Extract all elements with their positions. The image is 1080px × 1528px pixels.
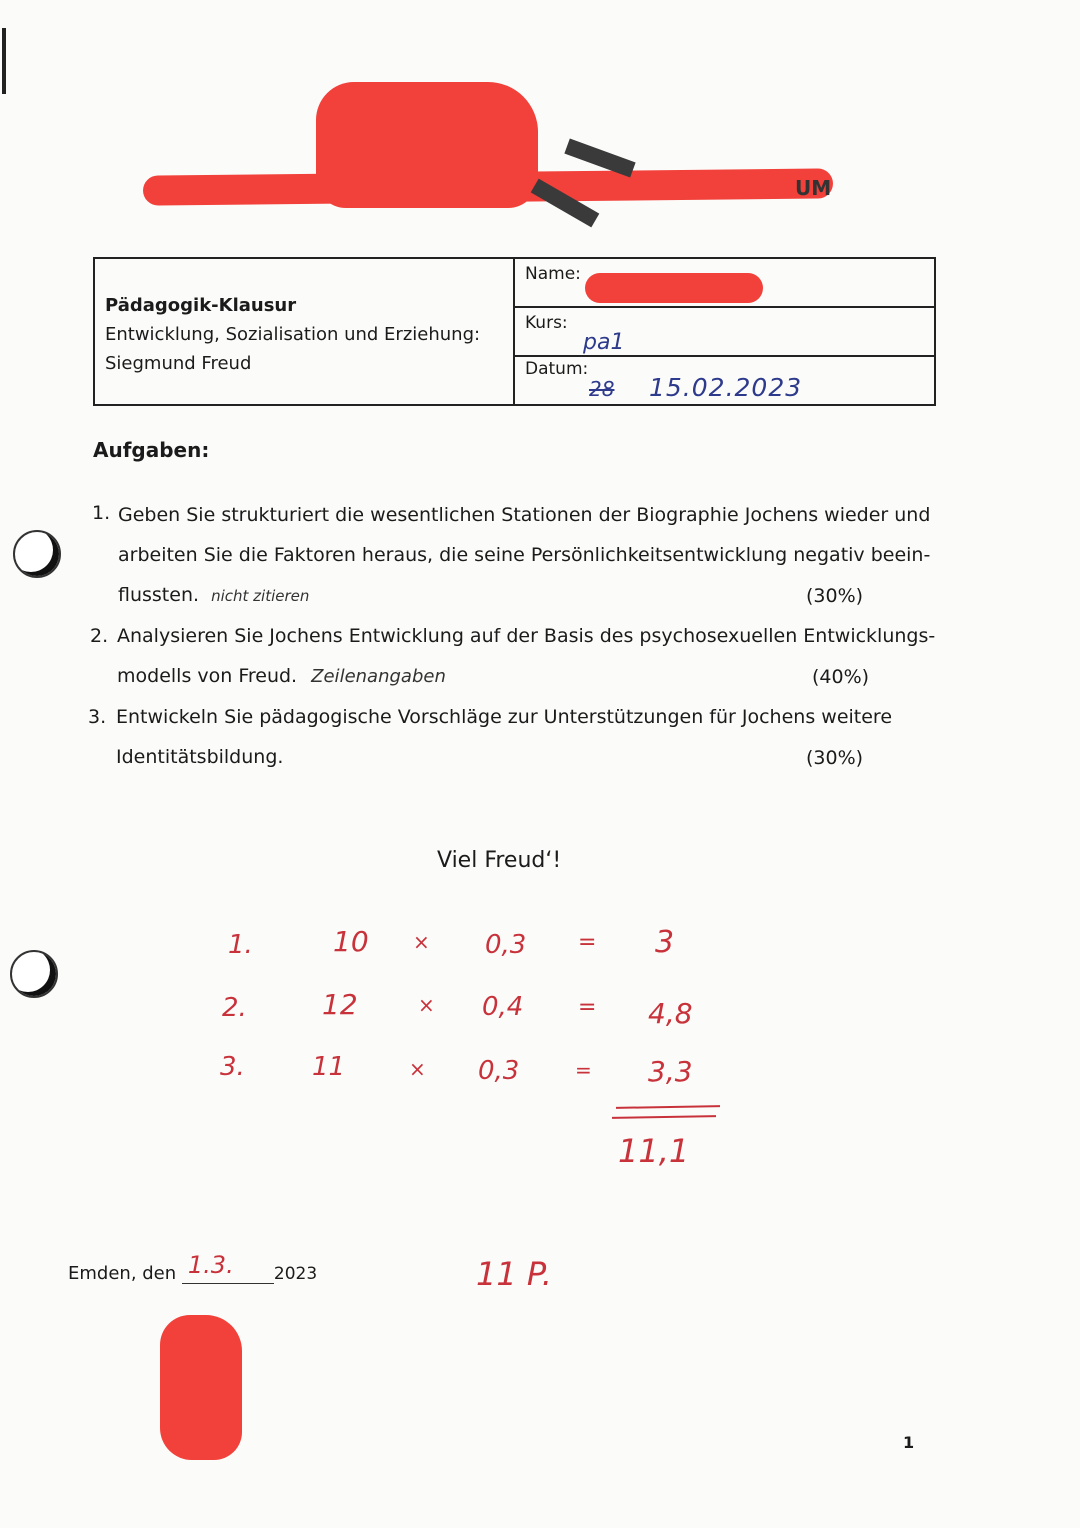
grade-row-1-factor: 0,3 (485, 930, 527, 960)
exam-title-cell (95, 259, 515, 404)
exam-info-table (93, 257, 936, 406)
signature-line (68, 1251, 318, 1284)
date-label: Datum: (525, 359, 589, 379)
final-grade: 11 P. (476, 1255, 552, 1293)
task-3-text (116, 697, 892, 777)
grade-row-1-op: × (413, 930, 430, 954)
task-2-number: 2. (90, 625, 109, 647)
redaction-name (585, 273, 763, 303)
task-1-note: nicht zitieren (211, 587, 310, 605)
grade-total: 11,1 (618, 1132, 690, 1170)
grade-row-2-points: 12 (322, 988, 358, 1021)
task-1-weight: (30%) (806, 585, 864, 607)
redaction-school-name (143, 168, 833, 205)
exam-topic-line1: Entwicklung, Sozialisation und Erziehung: (105, 324, 481, 345)
page-number: 1 (903, 1433, 915, 1452)
grade-row-1-task: 1. (228, 930, 253, 960)
course-label: Kurs: (525, 313, 568, 333)
task-3-line2: Identitätsbildung. (116, 746, 284, 768)
grade-row-3-result: 3,3 (648, 1055, 693, 1088)
course-value: pa1 (583, 330, 625, 355)
grade-row-3-task: 3. (220, 1052, 245, 1082)
task-1-number: 1. (92, 502, 111, 524)
task-2-line2: modells von Freud. (117, 665, 298, 687)
sum-underline (616, 1105, 720, 1109)
date-crossed: 28 (589, 377, 615, 401)
grade-row-3-points: 11 (312, 1052, 346, 1082)
binder-hole (13, 530, 61, 578)
task-2-line1: Analysieren Sie Jochens Entwicklung auf der Basis des psychosexuellen Entwicklungs- (117, 625, 936, 647)
task-1-line1: Geben Sie strukturiert die wesentlichen Stationen der Biographie Jochens wieder und (118, 504, 931, 526)
grade-row-2-op: × (418, 993, 435, 1017)
task-1-line2: arbeiten Sie die Faktoren heraus, die seine Persönlichkeitsentwicklung negativ beein- (118, 544, 931, 566)
binder-hole (10, 950, 58, 998)
grade-row-1-points: 10 (333, 925, 369, 958)
task-3-weight: (30%) (806, 747, 864, 769)
school-text-fragment: UM (795, 176, 832, 200)
grade-row-1-result: 3 (655, 925, 675, 960)
grade-row-3-op: × (409, 1057, 426, 1081)
date-blank (182, 1251, 274, 1284)
task-1-line3: flussten. (118, 584, 200, 606)
closing-text: Viel Freud‘! (437, 848, 562, 873)
footer-date-handwritten: 1.3. (187, 1251, 234, 1279)
exam-subject: Pädagogik-Klausur (105, 295, 297, 316)
name-row (515, 259, 934, 308)
place-prefix: Emden, den (68, 1263, 177, 1284)
redaction-signature (160, 1315, 242, 1460)
task-2-weight: (40%) (812, 666, 870, 688)
name-label: Name: (525, 264, 581, 284)
grade-row-1-eq: = (578, 930, 597, 955)
grade-row-2-eq: = (578, 995, 597, 1020)
scan-edge-mark (2, 28, 6, 94)
grade-row-3-eq: = (575, 1058, 592, 1082)
exam-topic-line2: Siegmund Freud (105, 353, 252, 374)
grade-row-2-result: 4,8 (648, 997, 693, 1030)
task-3-number: 3. (88, 706, 107, 728)
course-row (515, 308, 934, 357)
date-value: 15.02.2023 (649, 373, 803, 402)
grade-row-3-factor: 0,3 (478, 1056, 520, 1086)
tasks-heading: Aufgaben: (93, 438, 210, 462)
date-row (515, 357, 934, 404)
task-2-note: Zeilenangaben (311, 666, 446, 687)
grade-row-2-factor: 0,4 (482, 992, 524, 1022)
grade-row-2-task: 2. (222, 993, 247, 1023)
footer-year: 2023 (273, 1264, 318, 1284)
task-3-line1: Entwickeln Sie pädagogische Vorschläge zur Unterstützungen für Jochens weitere (116, 706, 893, 728)
sum-underline (612, 1115, 716, 1119)
